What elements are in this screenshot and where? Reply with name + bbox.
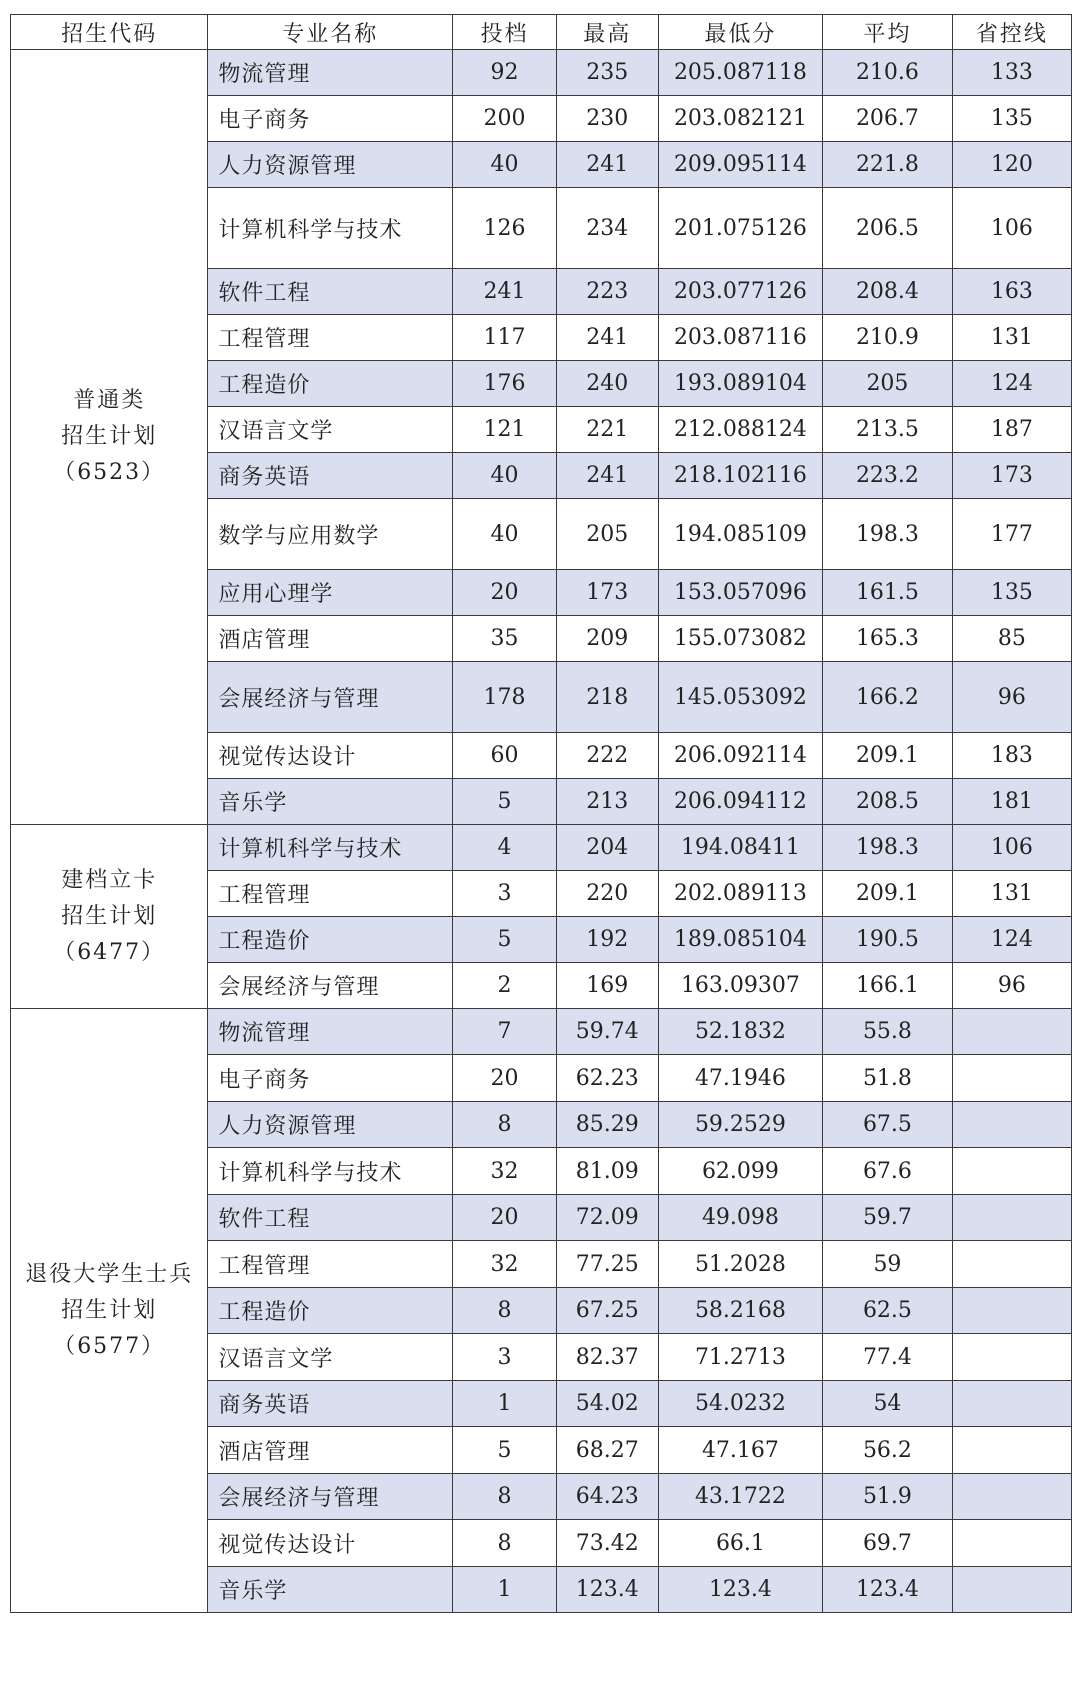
lowest-score-cell: 193.089104 (658, 361, 822, 407)
lowest-score-cell: 212.088124 (658, 407, 822, 453)
major-name-cell: 汉语言文学 (208, 407, 453, 453)
filed-count-cell: 20 (453, 1055, 557, 1102)
lowest-score-cell: 155.073082 (658, 616, 822, 662)
major-name-cell: 应用心理学 (208, 570, 453, 616)
highest-score-cell: 218 (556, 662, 658, 733)
lowest-score-cell: 205.087118 (658, 50, 822, 96)
filed-count-cell: 3 (453, 871, 557, 917)
average-score-cell: 166.2 (823, 662, 953, 733)
lowest-score-cell: 218.102116 (658, 453, 822, 499)
major-name-cell: 商务英语 (208, 453, 453, 499)
provincial-line-cell (952, 1381, 1071, 1427)
lowest-score-cell: 203.077126 (658, 269, 822, 315)
highest-score-cell: 221 (556, 407, 658, 453)
major-name-cell: 工程造价 (208, 1288, 453, 1334)
highest-score-cell: 173 (556, 570, 658, 616)
major-name-cell: 数学与应用数学 (208, 499, 453, 570)
filed-count-cell: 8 (453, 1102, 557, 1148)
average-score-cell: 190.5 (823, 917, 953, 963)
highest-score-cell: 241 (556, 315, 658, 361)
highest-score-cell: 64.23 (556, 1474, 658, 1520)
provincial-line-cell: 187 (952, 407, 1071, 453)
enrollment-plan-group-label (11, 1009, 208, 1613)
highest-score-cell: 82.37 (556, 1334, 658, 1381)
highest-score-cell: 192 (556, 917, 658, 963)
average-score-cell: 221.8 (823, 142, 953, 188)
filed-count-cell: 2 (453, 963, 557, 1009)
lowest-score-cell: 51.2028 (658, 1241, 822, 1288)
provincial-line-cell: 131 (952, 871, 1071, 917)
provincial-line-cell (952, 1474, 1071, 1520)
table-body (11, 50, 1072, 1613)
major-name-cell: 物流管理 (208, 50, 453, 96)
highest-score-cell: 73.42 (556, 1520, 658, 1567)
major-name-cell: 视觉传达设计 (208, 1520, 453, 1567)
average-score-cell: 69.7 (823, 1520, 953, 1567)
major-name-cell: 酒店管理 (208, 616, 453, 662)
filed-count-cell: 178 (453, 662, 557, 733)
major-name-cell: 会展经济与管理 (208, 662, 453, 733)
provincial-line-cell: 131 (952, 315, 1071, 361)
header-provincial-line: 省控线 (952, 15, 1071, 50)
header-row (11, 15, 1072, 50)
provincial-line-cell (952, 1195, 1071, 1241)
filed-count-cell: 126 (453, 188, 557, 269)
average-score-cell: 213.5 (823, 407, 953, 453)
group-label-line: 建档立卡 (61, 867, 158, 893)
table-row (11, 825, 1072, 871)
filed-count-cell: 40 (453, 453, 557, 499)
highest-score-cell: 230 (556, 96, 658, 142)
provincial-line-cell (952, 1055, 1071, 1102)
highest-score-cell: 123.4 (556, 1567, 658, 1613)
lowest-score-cell: 163.09307 (658, 963, 822, 1009)
filed-count-cell: 1 (453, 1567, 557, 1613)
filed-count-cell: 8 (453, 1520, 557, 1567)
highest-score-cell: 234 (556, 188, 658, 269)
highest-score-cell: 77.25 (556, 1241, 658, 1288)
provincial-line-cell: 85 (952, 616, 1071, 662)
provincial-line-cell (952, 1009, 1071, 1055)
average-score-cell: 51.8 (823, 1055, 953, 1102)
highest-score-cell: 241 (556, 453, 658, 499)
lowest-score-cell: 62.099 (658, 1148, 822, 1195)
average-score-cell: 161.5 (823, 570, 953, 616)
lowest-score-cell: 194.085109 (658, 499, 822, 570)
header-major-name: 专业名称 (208, 15, 453, 50)
average-score-cell: 209.1 (823, 871, 953, 917)
major-name-cell: 工程管理 (208, 871, 453, 917)
provincial-line-cell (952, 1241, 1071, 1288)
highest-score-cell: 72.09 (556, 1195, 658, 1241)
lowest-score-cell: 206.092114 (658, 733, 822, 779)
highest-score-cell: 222 (556, 733, 658, 779)
average-score-cell: 206.7 (823, 96, 953, 142)
lowest-score-cell: 145.053092 (658, 662, 822, 733)
provincial-line-cell: 120 (952, 142, 1071, 188)
filed-count-cell: 40 (453, 142, 557, 188)
admission-score-table (10, 14, 1072, 1613)
provincial-line-cell: 135 (952, 570, 1071, 616)
highest-score-cell: 235 (556, 50, 658, 96)
major-name-cell: 电子商务 (208, 96, 453, 142)
provincial-line-cell (952, 1148, 1071, 1195)
average-score-cell: 206.5 (823, 188, 953, 269)
filed-count-cell: 117 (453, 315, 557, 361)
enrollment-plan-group-label (11, 50, 208, 825)
filed-count-cell: 60 (453, 733, 557, 779)
group-label-line: 招生计划 (61, 424, 158, 449)
highest-score-cell: 240 (556, 361, 658, 407)
group-label-line: 普通类 (73, 388, 146, 413)
average-score-cell: 55.8 (823, 1009, 953, 1055)
table-row (11, 50, 1072, 96)
highest-score-cell: 62.23 (556, 1055, 658, 1102)
average-score-cell: 51.9 (823, 1474, 953, 1520)
lowest-score-cell: 52.1832 (658, 1009, 822, 1055)
lowest-score-cell: 58.2168 (658, 1288, 822, 1334)
group-label-line: 退役大学生士兵 (25, 1261, 194, 1287)
provincial-line-cell (952, 1427, 1071, 1474)
filed-count-cell: 20 (453, 570, 557, 616)
lowest-score-cell: 202.089113 (658, 871, 822, 917)
major-name-cell: 电子商务 (208, 1055, 453, 1102)
filed-count-cell: 40 (453, 499, 557, 570)
provincial-line-cell: 135 (952, 96, 1071, 142)
enrollment-plan-group-label (11, 825, 208, 1009)
header-filed-count: 投档 (453, 15, 557, 50)
average-score-cell: 209.1 (823, 733, 953, 779)
major-name-cell: 人力资源管理 (208, 142, 453, 188)
highest-score-cell: 59.74 (556, 1009, 658, 1055)
filed-count-cell: 35 (453, 616, 557, 662)
provincial-line-cell: 163 (952, 269, 1071, 315)
filed-count-cell: 20 (453, 1195, 557, 1241)
provincial-line-cell (952, 1334, 1071, 1381)
lowest-score-cell: 201.075126 (658, 188, 822, 269)
average-score-cell: 198.3 (823, 825, 953, 871)
table-row (11, 1009, 1072, 1055)
major-name-cell: 音乐学 (208, 1567, 453, 1613)
filed-count-cell: 200 (453, 96, 557, 142)
header-average-score: 平均 (823, 15, 953, 50)
major-name-cell: 工程造价 (208, 917, 453, 963)
header-lowest-score: 最低分 (658, 15, 822, 50)
major-name-cell: 汉语言文学 (208, 1334, 453, 1381)
lowest-score-cell: 194.08411 (658, 825, 822, 871)
average-score-cell: 205 (823, 361, 953, 407)
lowest-score-cell: 206.094112 (658, 779, 822, 825)
lowest-score-cell: 203.082121 (658, 96, 822, 142)
highest-score-cell: 204 (556, 825, 658, 871)
major-name-cell: 商务英语 (208, 1381, 453, 1427)
major-name-cell: 音乐学 (208, 779, 453, 825)
major-name-cell: 工程造价 (208, 361, 453, 407)
filed-count-cell: 176 (453, 361, 557, 407)
highest-score-cell: 220 (556, 871, 658, 917)
lowest-score-cell: 43.1722 (658, 1474, 822, 1520)
filed-count-cell: 1 (453, 1381, 557, 1427)
highest-score-cell: 68.27 (556, 1427, 658, 1474)
highest-score-cell: 241 (556, 142, 658, 188)
major-name-cell: 计算机科学与技术 (208, 825, 453, 871)
provincial-line-cell: 177 (952, 499, 1071, 570)
filed-count-cell: 8 (453, 1474, 557, 1520)
average-score-cell: 67.6 (823, 1148, 953, 1195)
average-score-cell: 165.3 (823, 616, 953, 662)
provincial-line-cell: 96 (952, 662, 1071, 733)
average-score-cell: 223.2 (823, 453, 953, 499)
lowest-score-cell: 49.098 (658, 1195, 822, 1241)
highest-score-cell: 209 (556, 616, 658, 662)
provincial-line-cell (952, 1288, 1071, 1334)
major-name-cell: 物流管理 (208, 1009, 453, 1055)
lowest-score-cell: 71.2713 (658, 1334, 822, 1381)
highest-score-cell: 169 (556, 963, 658, 1009)
lowest-score-cell: 66.1 (658, 1520, 822, 1567)
major-name-cell: 会展经济与管理 (208, 963, 453, 1009)
average-score-cell: 208.5 (823, 779, 953, 825)
filed-count-cell: 4 (453, 825, 557, 871)
average-score-cell: 54 (823, 1381, 953, 1427)
group-label-line: （6577） (53, 1333, 166, 1359)
filed-count-cell: 5 (453, 779, 557, 825)
provincial-line-cell: 96 (952, 963, 1071, 1009)
major-name-cell: 计算机科学与技术 (208, 1148, 453, 1195)
average-score-cell: 59 (823, 1241, 953, 1288)
average-score-cell: 210.6 (823, 50, 953, 96)
provincial-line-cell (952, 1520, 1071, 1567)
lowest-score-cell: 123.4 (658, 1567, 822, 1613)
group-label-line: 招生计划 (61, 1297, 158, 1323)
lowest-score-cell: 54.0232 (658, 1381, 822, 1427)
provincial-line-cell: 124 (952, 361, 1071, 407)
average-score-cell: 56.2 (823, 1427, 953, 1474)
filed-count-cell: 32 (453, 1148, 557, 1195)
average-score-cell: 210.9 (823, 315, 953, 361)
lowest-score-cell: 47.1946 (658, 1055, 822, 1102)
provincial-line-cell: 181 (952, 779, 1071, 825)
provincial-line-cell (952, 1102, 1071, 1148)
highest-score-cell: 85.29 (556, 1102, 658, 1148)
provincial-line-cell: 183 (952, 733, 1071, 779)
major-name-cell: 工程管理 (208, 315, 453, 361)
header-enrollment-code: 招生代码 (11, 15, 208, 50)
highest-score-cell: 223 (556, 269, 658, 315)
filed-count-cell: 241 (453, 269, 557, 315)
filed-count-cell: 7 (453, 1009, 557, 1055)
lowest-score-cell: 47.167 (658, 1427, 822, 1474)
average-score-cell: 62.5 (823, 1288, 953, 1334)
major-name-cell: 人力资源管理 (208, 1102, 453, 1148)
filed-count-cell: 3 (453, 1334, 557, 1381)
average-score-cell: 198.3 (823, 499, 953, 570)
highest-score-cell: 81.09 (556, 1148, 658, 1195)
filed-count-cell: 121 (453, 407, 557, 453)
filed-count-cell: 8 (453, 1288, 557, 1334)
filed-count-cell: 5 (453, 917, 557, 963)
average-score-cell: 59.7 (823, 1195, 953, 1241)
header-highest-score: 最高 (556, 15, 658, 50)
filed-count-cell: 5 (453, 1427, 557, 1474)
major-name-cell: 软件工程 (208, 1195, 453, 1241)
average-score-cell: 77.4 (823, 1334, 953, 1381)
provincial-line-cell: 106 (952, 825, 1071, 871)
lowest-score-cell: 59.2529 (658, 1102, 822, 1148)
group-label-line: 招生计划 (61, 903, 158, 929)
lowest-score-cell: 153.057096 (658, 570, 822, 616)
highest-score-cell: 213 (556, 779, 658, 825)
highest-score-cell: 54.02 (556, 1381, 658, 1427)
group-label-line: （6523） (53, 460, 166, 485)
highest-score-cell: 67.25 (556, 1288, 658, 1334)
major-name-cell: 软件工程 (208, 269, 453, 315)
lowest-score-cell: 189.085104 (658, 917, 822, 963)
highest-score-cell: 205 (556, 499, 658, 570)
major-name-cell: 视觉传达设计 (208, 733, 453, 779)
major-name-cell: 会展经济与管理 (208, 1474, 453, 1520)
group-label-line: （6477） (53, 939, 166, 965)
provincial-line-cell (952, 1567, 1071, 1613)
major-name-cell: 酒店管理 (208, 1427, 453, 1474)
average-score-cell: 166.1 (823, 963, 953, 1009)
major-name-cell: 计算机科学与技术 (208, 188, 453, 269)
filed-count-cell: 92 (453, 50, 557, 96)
provincial-line-cell: 124 (952, 917, 1071, 963)
lowest-score-cell: 203.087116 (658, 315, 822, 361)
average-score-cell: 67.5 (823, 1102, 953, 1148)
lowest-score-cell: 209.095114 (658, 142, 822, 188)
average-score-cell: 123.4 (823, 1567, 953, 1613)
provincial-line-cell: 173 (952, 453, 1071, 499)
filed-count-cell: 32 (453, 1241, 557, 1288)
major-name-cell: 工程管理 (208, 1241, 453, 1288)
provincial-line-cell: 106 (952, 188, 1071, 269)
average-score-cell: 208.4 (823, 269, 953, 315)
provincial-line-cell: 133 (952, 50, 1071, 96)
